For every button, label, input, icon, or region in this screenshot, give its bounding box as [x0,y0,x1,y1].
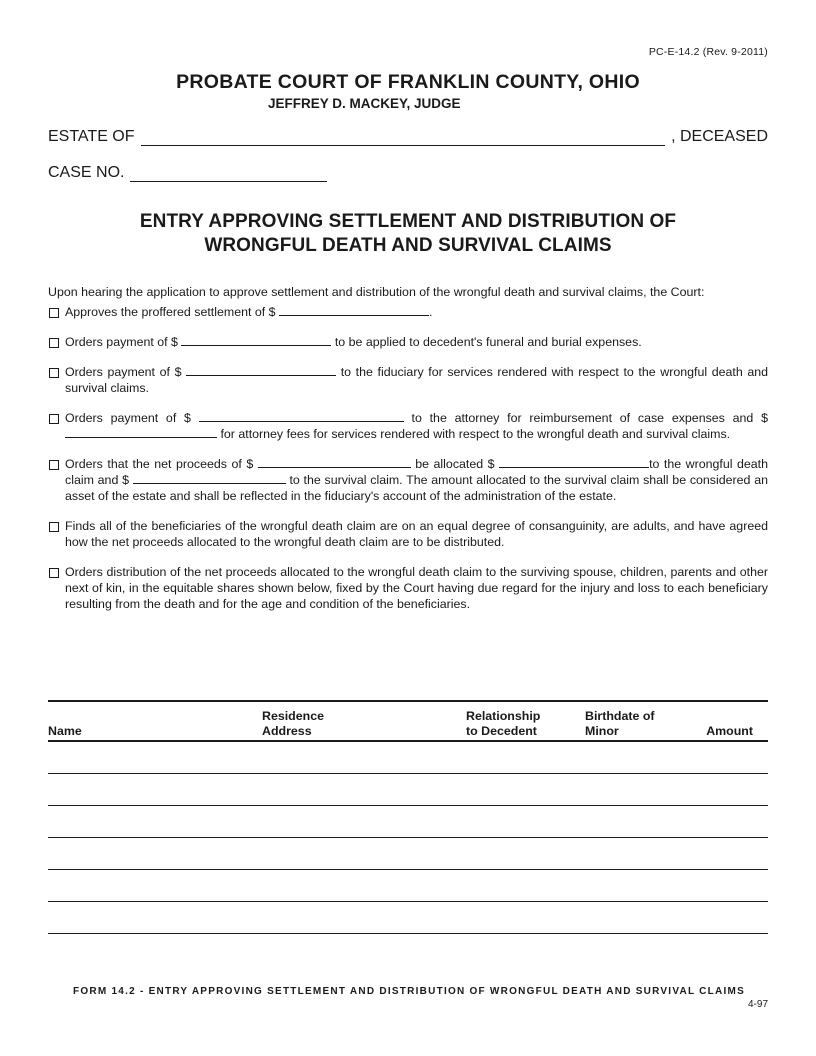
table-row[interactable] [48,774,768,806]
checkbox[interactable] [49,460,59,470]
item-fiduciary-payment: Orders payment of $ to the fiduciary for services rendered with respect to the wrongful death and survival claims. [48,364,768,396]
form-number: PC-E-14.2 (Rev. 9-2011) [648,46,768,58]
estate-label: ESTATE OF [48,128,135,145]
attorney-fees-field[interactable] [65,426,217,438]
col-relationship: Relationship to Decedent [466,709,541,738]
item-approve-settlement: Approves the proffered settlement of $ . [48,304,768,320]
deceased-label: , DECEASED [671,128,768,145]
title-line-1: ENTRY APPROVING SETTLEMENT AND DISTRIBUTION OF [139,211,677,232]
court-name: PROBATE COURT OF FRANKLIN COUNTY, OHIO [176,71,640,93]
table-row[interactable] [48,806,768,838]
intro-text: Upon hearing the application to approve settlement and distribution of the wrongful death and survival claims, the Court: [48,285,705,299]
case-row [48,164,327,182]
title-line-2: WRONGFUL DEATH AND SURVIVAL CLAIMS [204,235,612,256]
entry-body [48,284,768,612]
item-funeral-payment: Orders payment of $ to be applied to decedent's funeral and burial expenses. [48,334,768,350]
item-distribution-order: Orders distribution of the net proceeds allocated to the wrongful death claim to the surviving spouse, children, parents and other next of kin, in the equitable shares shown below, fixed by the Court having due regard for the injury and loss to each beneficiary resulting from the death and for the age and condition of the beneficiaries. [48,564,768,612]
table-header [48,702,768,742]
checkbox[interactable] [49,568,59,578]
estate-name-field[interactable] [141,129,666,146]
item-beneficiaries-agree: Finds all of the beneficiaries of the wrongful death claim are on an equal degree of consanguinity, are adults, and have agreed how the net proceeds allocated to the wrongful death claim are to be distributed. [48,518,768,550]
table-row[interactable] [48,870,768,902]
col-amount: Amount [706,724,753,738]
wrongful-death-allocation-field[interactable] [499,456,649,468]
attorney-expenses-field[interactable] [199,410,404,422]
checkbox[interactable] [49,338,59,348]
col-residence: Residence Address [262,709,324,738]
beneficiary-table [48,700,768,934]
estate-row [48,128,768,146]
document-title [0,210,816,258]
settlement-amount-field[interactable] [279,304,429,316]
fiduciary-amount-field[interactable] [186,364,336,376]
survival-allocation-field[interactable] [133,472,286,484]
col-name: Name [48,724,82,738]
case-number-field[interactable] [130,165,327,182]
table-row[interactable] [48,742,768,774]
table-rows [48,742,768,934]
judge-name: JEFFREY D. MACKEY, JUDGE [268,96,461,111]
case-label: CASE NO. [48,164,125,181]
item-net-proceeds: Orders that the net proceeds of $ be allocated $ to the wrongful death claim and $ to the survival claim. The amount allocated to the survival claim shall be considered an asset of the estate and shall be reflected in the fiduciary's account of the administration of the estate. [48,456,768,504]
col-birthdate: Birthdate of Minor [585,709,655,738]
funeral-amount-field[interactable] [181,334,331,346]
checkbox[interactable] [49,308,59,318]
table-row[interactable] [48,902,768,934]
checkbox[interactable] [49,522,59,532]
item-attorney-payment: Orders payment of $ to the attorney for reimbursement of case expenses and $ for attorney fees for services rendered with respect to the wrongful death and survival claims. [48,410,768,442]
footer-form-title: FORM 14.2 - ENTRY APPROVING SETTLEMENT AND DISTRIBUTION OF WRONGFUL DEATH AND SURVIVAL CLAIMS [73,986,746,997]
checkbox[interactable] [49,368,59,378]
checkbox[interactable] [49,414,59,424]
page-number: 4-97 [747,999,768,1010]
net-proceeds-field[interactable] [258,456,411,468]
table-row[interactable] [48,838,768,870]
